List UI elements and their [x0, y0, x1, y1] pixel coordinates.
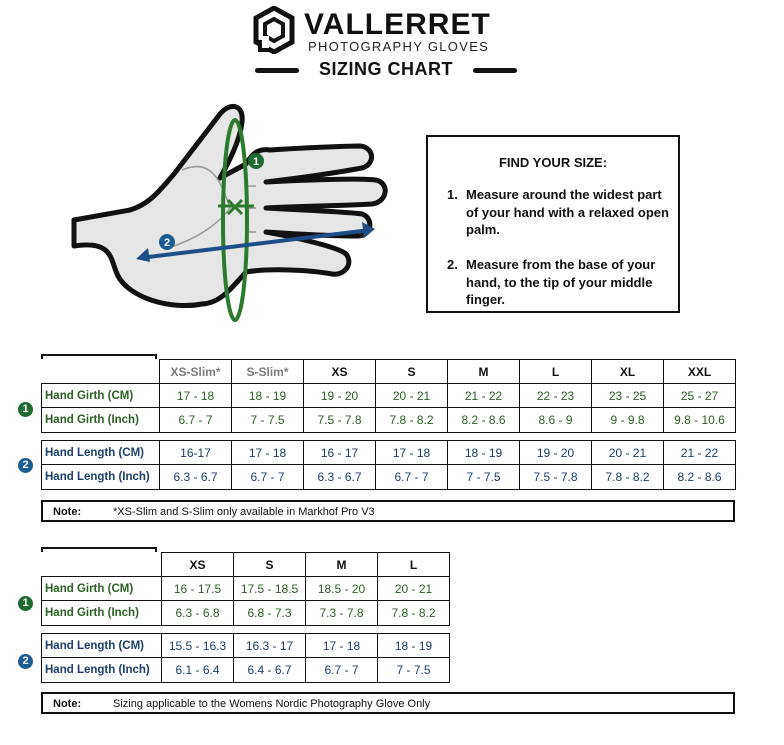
female-size-xs: XS — [162, 553, 234, 577]
unisex-size-xxl: XXL — [664, 360, 736, 384]
table-cell: 6.7 - 7 — [306, 658, 378, 683]
find-your-size-box — [426, 135, 680, 313]
table-cell: 16-17 — [160, 441, 232, 465]
row-label: Hand Girth (Inch) — [42, 601, 162, 626]
step-1-text: Measure around the widest part of your hand with a relaxed open palm. — [466, 187, 669, 237]
table-cell: 8.2 - 8.6 — [664, 465, 736, 490]
table-row — [42, 601, 450, 626]
unisex-size-header-row — [42, 360, 736, 384]
table-row — [42, 634, 450, 658]
unisex-size-m: M — [448, 360, 520, 384]
table-cell: 9.8 - 10.6 — [664, 408, 736, 433]
table-cell: 7 - 7.5 — [232, 408, 304, 433]
row-label: Hand Girth (CM) — [42, 384, 160, 408]
table-cell: 19 - 20 — [304, 384, 376, 408]
table-cell: 6.3 - 6.7 — [160, 465, 232, 490]
table-cell: 17.5 - 18.5 — [234, 577, 306, 601]
girth-marker-number: 1 — [252, 156, 260, 168]
table-cell: 20 - 21 — [376, 384, 448, 408]
female-girth-badge: 1 — [18, 596, 33, 611]
note-text: *XS-Slim and S-Slim only available in Markhof Pro V3 — [113, 506, 375, 518]
female-size-table — [41, 552, 450, 683]
unisex-size-l: L — [520, 360, 592, 384]
unisex-size-xs: XS — [304, 360, 376, 384]
title-bar-right — [473, 68, 517, 73]
table-cell: 7.8 - 8.2 — [378, 601, 450, 626]
table-cell: 6.1 - 6.4 — [162, 658, 234, 683]
step-2-text: Measure from the base of your hand, to the tip of your middle finger. — [466, 257, 656, 307]
brand-name: VALLERRET — [304, 8, 491, 41]
table-cell: 18.5 - 20 — [306, 577, 378, 601]
unisex-size-xs-slim: XS-Slim* — [160, 360, 232, 384]
row-label: Hand Length (Inch) — [42, 465, 160, 490]
row-label: Hand Length (CM) — [42, 634, 162, 658]
row-label: Hand Girth (Inch) — [42, 408, 160, 433]
row-label: Hand Girth (CM) — [42, 577, 162, 601]
table-gap-row — [42, 626, 450, 634]
table-cell: 22 - 23 — [520, 384, 592, 408]
row-label: Hand Length (Inch) — [42, 658, 162, 683]
table-cell: 9 - 9.8 — [592, 408, 664, 433]
note-label: Note: — [53, 698, 82, 710]
table-cell: 7.3 - 7.8 — [306, 601, 378, 626]
table-cell: 6.3 - 6.7 — [304, 465, 376, 490]
table-cell: 17 - 18 — [232, 441, 304, 465]
table-cell: 7.5 - 7.8 — [304, 408, 376, 433]
table-cell: 7.5 - 7.8 — [520, 465, 592, 490]
table-cell: 18 - 19 — [232, 384, 304, 408]
table-cell: 7 - 7.5 — [448, 465, 520, 490]
unisex-size-xl: XL — [592, 360, 664, 384]
table-cell: 23 - 25 — [592, 384, 664, 408]
table-row — [42, 465, 736, 490]
vallerret-logo-icon — [250, 6, 298, 54]
table-cell: 16.3 - 17 — [234, 634, 306, 658]
table-row — [42, 408, 736, 433]
step-1-number: 1. — [447, 187, 458, 202]
unisex-size-table — [41, 359, 736, 490]
row-label: Hand Length (CM) — [42, 441, 160, 465]
unisex-size-s: S — [376, 360, 448, 384]
note-text: Sizing applicable to the Womens Nordic Photography Glove Only — [113, 698, 431, 710]
hand-measurement-diagram — [70, 98, 400, 330]
table-row — [42, 441, 736, 465]
table-cell: 16 - 17 — [304, 441, 376, 465]
brand-header — [250, 6, 540, 56]
table-cell: 7 - 7.5 — [378, 658, 450, 683]
table-row — [42, 658, 450, 683]
table-cell: 17 - 18 — [160, 384, 232, 408]
table-cell: 21 - 22 — [448, 384, 520, 408]
table-cell: 6.7 - 7 — [160, 408, 232, 433]
female-note — [41, 692, 735, 714]
table-cell: 8.2 - 8.6 — [448, 408, 520, 433]
table-cell: 21 - 22 — [664, 441, 736, 465]
length-marker-number: 2 — [163, 237, 171, 249]
table-cell: 8.6 - 9 — [520, 408, 592, 433]
table-cell: 17 - 18 — [376, 441, 448, 465]
table-cell: 25 - 27 — [664, 384, 736, 408]
table-cell: 16 - 17.5 — [162, 577, 234, 601]
table-cell: 20 - 21 — [378, 577, 450, 601]
unisex-length-badge: 2 — [18, 458, 33, 473]
table-cell: 15.5 - 16.3 — [162, 634, 234, 658]
table-cell: 6.7 - 7 — [376, 465, 448, 490]
note-label: Note: — [53, 506, 82, 518]
unisex-girth-badge: 1 — [18, 402, 33, 417]
table-row — [42, 577, 450, 601]
chart-title-row — [255, 58, 517, 84]
chart-title: SIZING CHART — [319, 59, 453, 79]
female-size-header-row — [42, 553, 450, 577]
table-cell: 7.8 - 8.2 — [592, 465, 664, 490]
table-cell: 18 - 19 — [378, 634, 450, 658]
table-gap-row — [42, 433, 736, 441]
female-size-m: M — [306, 553, 378, 577]
table-cell: 7.8 - 8.2 — [376, 408, 448, 433]
table-cell: 6.3 - 6.8 — [162, 601, 234, 626]
find-size-title: FIND YOUR SIZE: — [498, 155, 608, 170]
unisex-size-s-slim: S-Slim* — [232, 360, 304, 384]
female-size-l: L — [378, 553, 450, 577]
unisex-note — [41, 500, 735, 522]
table-cell: 20 - 21 — [592, 441, 664, 465]
step-2-number: 2. — [447, 257, 458, 272]
table-cell: 6.8 - 7.3 — [234, 601, 306, 626]
brand-tagline: PHOTOGRAPHY GLOVES — [308, 39, 490, 54]
table-cell: 6.7 - 7 — [232, 465, 304, 490]
table-cell: 17 - 18 — [306, 634, 378, 658]
table-cell: 18 - 19 — [448, 441, 520, 465]
table-cell: 6.4 - 6.7 — [234, 658, 306, 683]
table-cell: 19 - 20 — [520, 441, 592, 465]
female-size-s: S — [234, 553, 306, 577]
table-row — [42, 384, 736, 408]
female-length-badge: 2 — [18, 654, 33, 669]
